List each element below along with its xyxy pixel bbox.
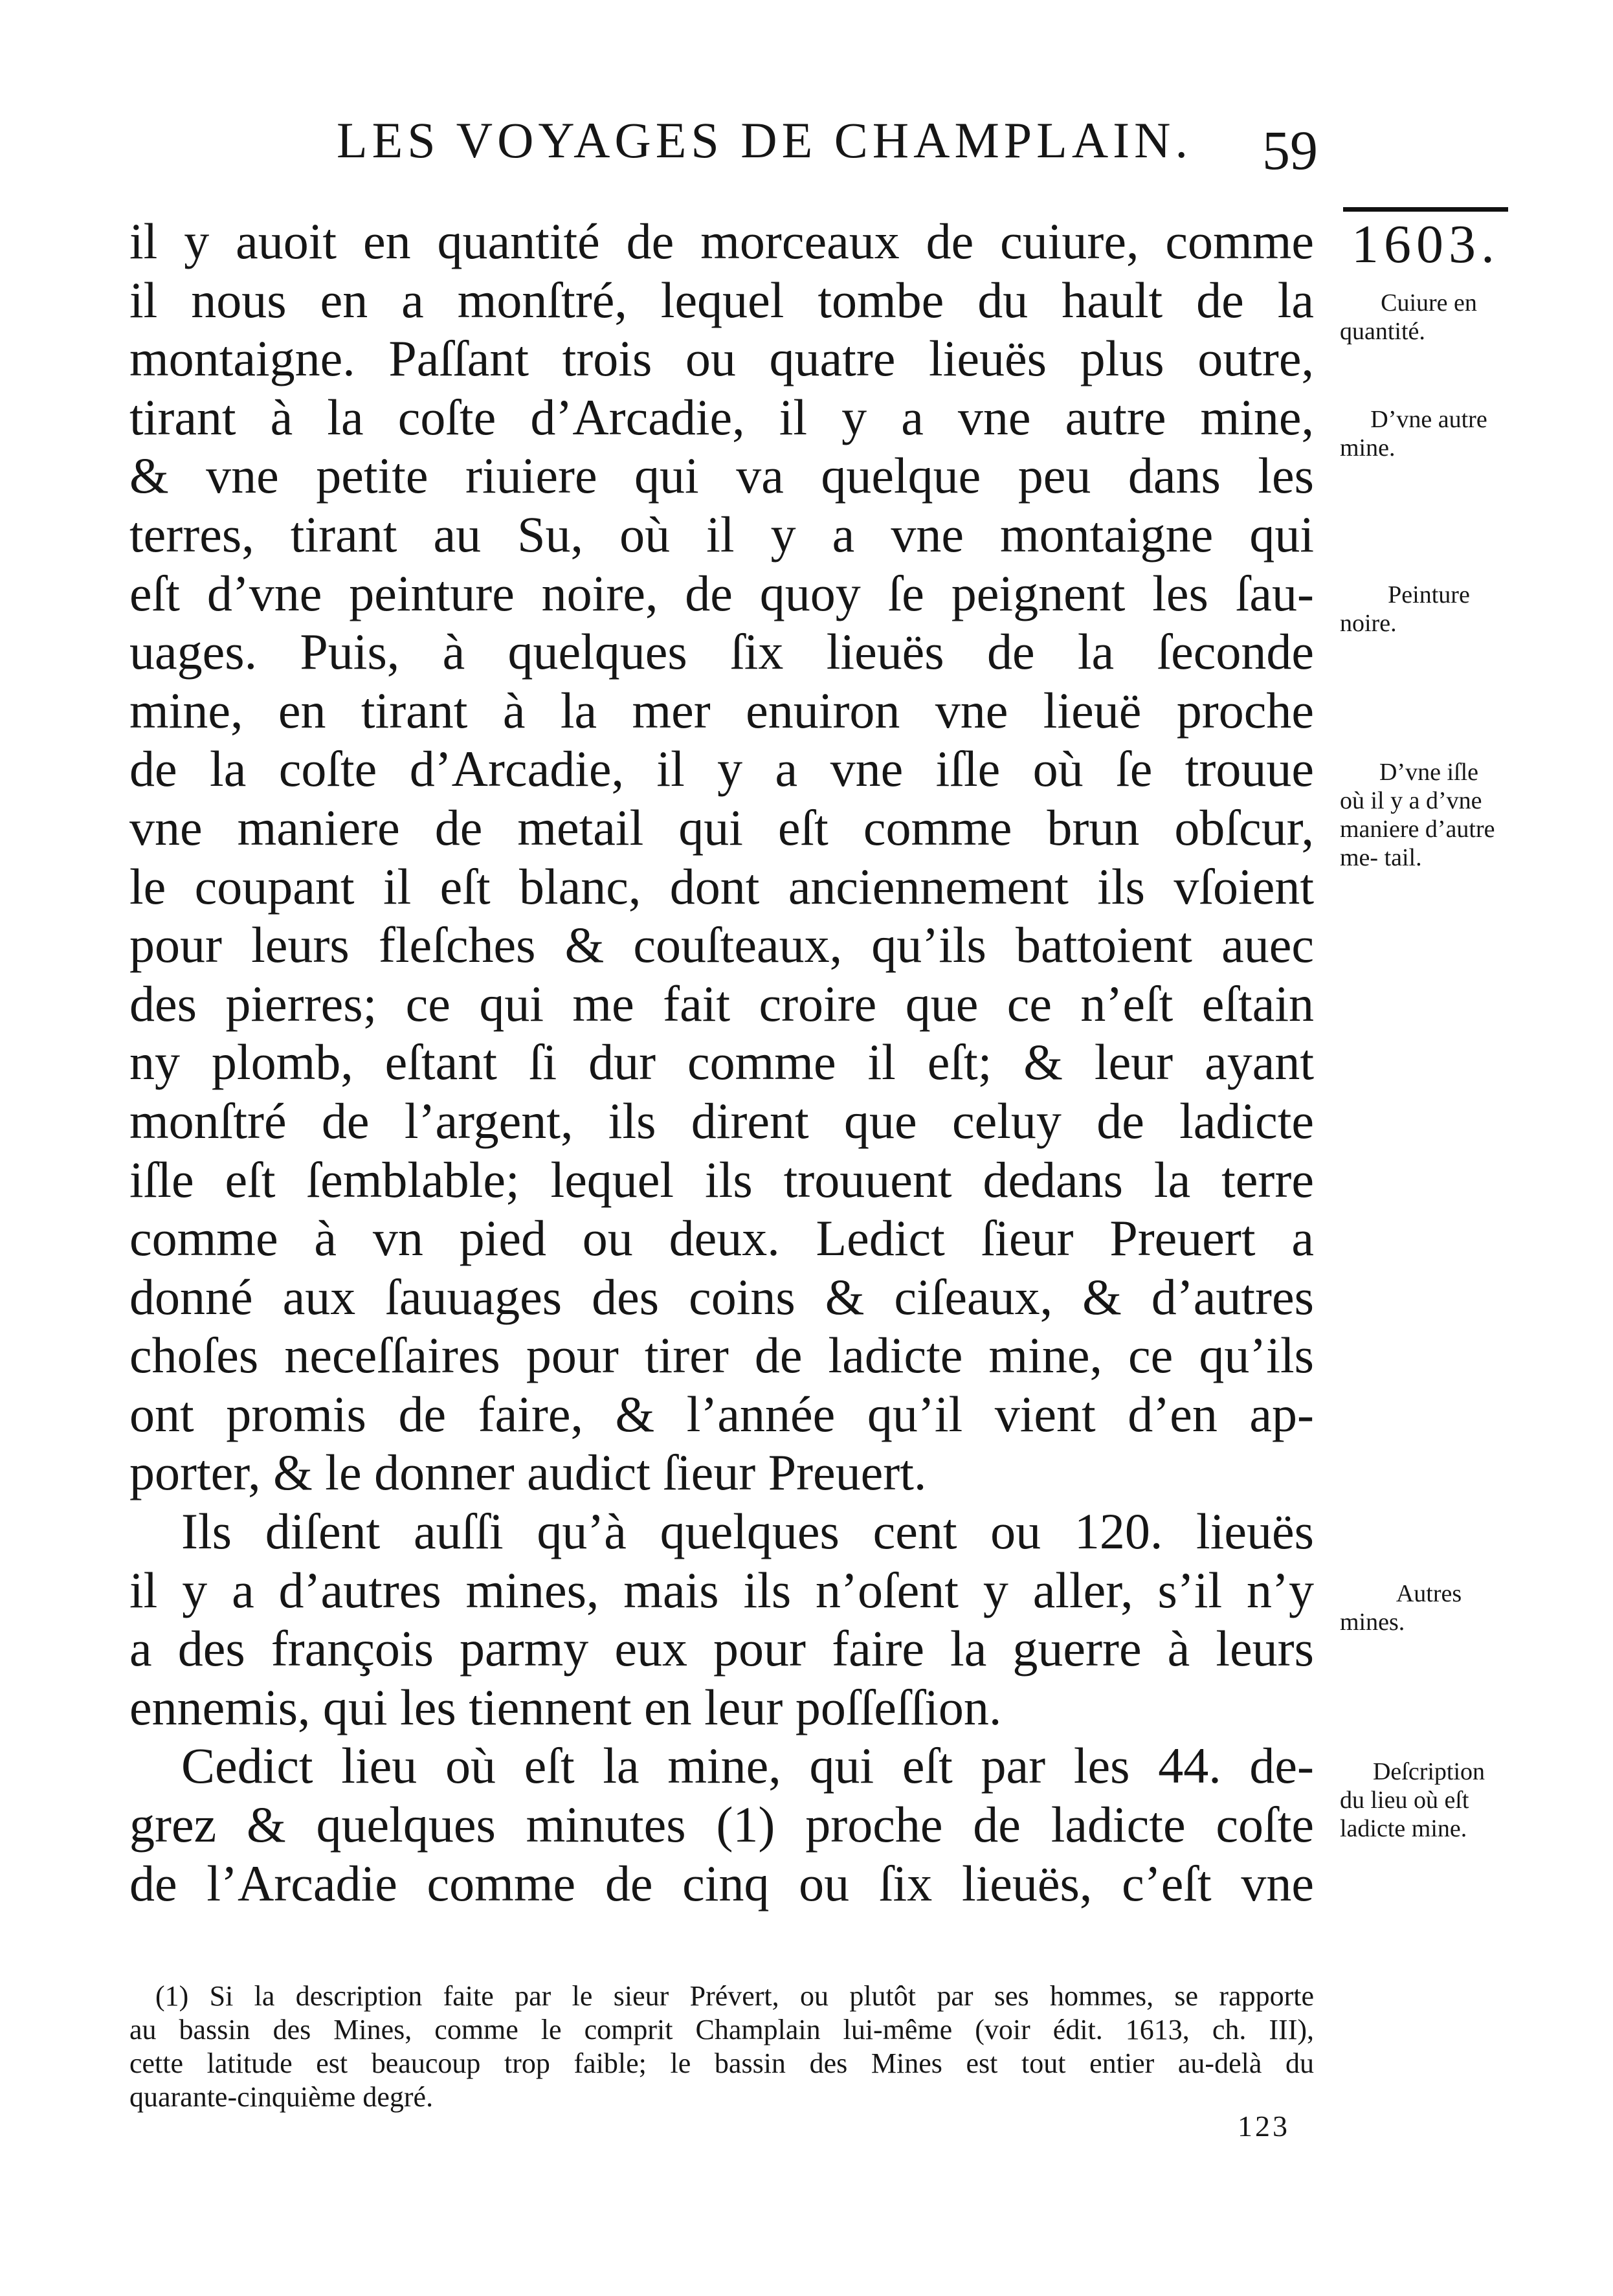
body-line: des pierres; ce qui me fait croire que ce n’eſt eſtain [129, 975, 1314, 1032]
footnote-line: cette latitude est beaucoup trop faible; le bassin des Mines est tout entier au-delà du [129, 2047, 1314, 2079]
body-line: le coupant il eſt blanc, dont anciennement ils vſoient [129, 858, 1314, 915]
body-line: tirant à la coſte d’Arcadie, il y a vne autre mine, [129, 388, 1314, 445]
running-title: LES VOYAGES DE CHAMPLAIN. [337, 112, 1192, 168]
side-note: Autres mines. [1340, 1580, 1462, 1636]
footnote-line: quarante-cinquième degré. [129, 2081, 434, 2113]
body-line: eſt d’vne peinture noire, de quoy ſe peignent les ſau- [129, 564, 1314, 621]
body-line: mine, en tirant à la mer enuiron vne lieuë proche [129, 682, 1314, 739]
signature-mark: 123 [1238, 2110, 1290, 2143]
body-line: il nous en a monſtré, lequel tombe du hault de la [129, 271, 1314, 328]
side-note: Peinture noire. [1340, 581, 1470, 637]
side-note: Cuiure en quantité. [1340, 289, 1477, 345]
body-line: ennemis, qui les tiennent en leur poſſeſſion. [129, 1678, 1002, 1735]
side-note: D’vne iſle où il y a d’vne maniere d’autre me- tail. [1340, 759, 1495, 871]
body-line: uages. Puis, à quelques ſix lieuës de la ſeconde [129, 623, 1314, 680]
body-line: de la coſte d’Arcadie, il y a vne iſle où ſe trouue [129, 741, 1314, 797]
footnote [129, 1979, 1314, 2114]
body-line: ont promis de faire, & l’année qu’il vient d’en ap- [129, 1385, 1314, 1442]
footnote-line: au bassin des Mines, comme le comprit Champlain lui-même (voir édit. 1613, ch. III), [129, 2014, 1314, 2045]
footnote-line: (1) Si la description faite par le sieur Prévert, ou plutôt par ses hommes, se rapporte [155, 1980, 1314, 2012]
body-line: iſle eſt ſemblable; lequel ils trouuent dedans la terre [129, 1151, 1314, 1208]
body-line: il y auoit en quantité de morceaux de cuiure, comme [129, 213, 1314, 269]
body-line: porter, & le donner audict ſieur Preuert. [129, 1444, 927, 1501]
margin-year: 1603. [1343, 207, 1508, 276]
body-line: grez & quelques minutes (1) proche de ladicte coſte [129, 1796, 1314, 1853]
body-line: pour leurs fleſches & couſteaux, qu’ils battoient auec [129, 917, 1314, 974]
side-note: Deſcription du lieu où eſt ladicte mine. [1340, 1758, 1485, 1842]
body-line: montaigne. Paſſant trois ou quatre lieuës plus outre, [129, 330, 1314, 387]
body-line: il y a d’autres mines, mais ils n’oſent y aller, s’il n’y [129, 1561, 1314, 1618]
page-number: 59 [1262, 119, 1318, 181]
body-line: vne maniere de metail qui eſt comme brun obſcur, [129, 799, 1314, 856]
body-line: ny plomb, eſtant ſi dur comme il eſt; & leur ayant [129, 1034, 1314, 1091]
body-line: de l’Arcadie comme de cinq ou ſix lieuës, c’eſt vne [129, 1855, 1314, 1911]
body-line: & vne petite riuiere qui va quelque peu dans les [129, 447, 1314, 504]
body-line: comme à vn pied ou deux. Ledict ſieur Preuert a [129, 1210, 1314, 1267]
body-line: Cedict lieu où eſt la mine, qui eſt par les 44. de- [181, 1737, 1314, 1794]
body-line: monſtré de l’argent, ils dirent que celuy de ladicte [129, 1092, 1314, 1149]
body-line: donné aux ſauuages des coins & ciſeaux, & d’autres [129, 1268, 1314, 1325]
body-text [129, 212, 1314, 1913]
body-line: terres, tirant au Su, où il y a vne montaigne qui [129, 506, 1314, 563]
body-line: Ils diſent auſſi qu’à quelques cent ou 120. lieuës [181, 1503, 1314, 1560]
body-line: choſes neceſſaires pour tirer de ladicte mine, ce qu’ils [129, 1327, 1314, 1384]
side-note: D’vne autre mine. [1340, 406, 1487, 462]
body-line: a des françois parmy eux pour faire la guerre à leurs [129, 1620, 1314, 1677]
